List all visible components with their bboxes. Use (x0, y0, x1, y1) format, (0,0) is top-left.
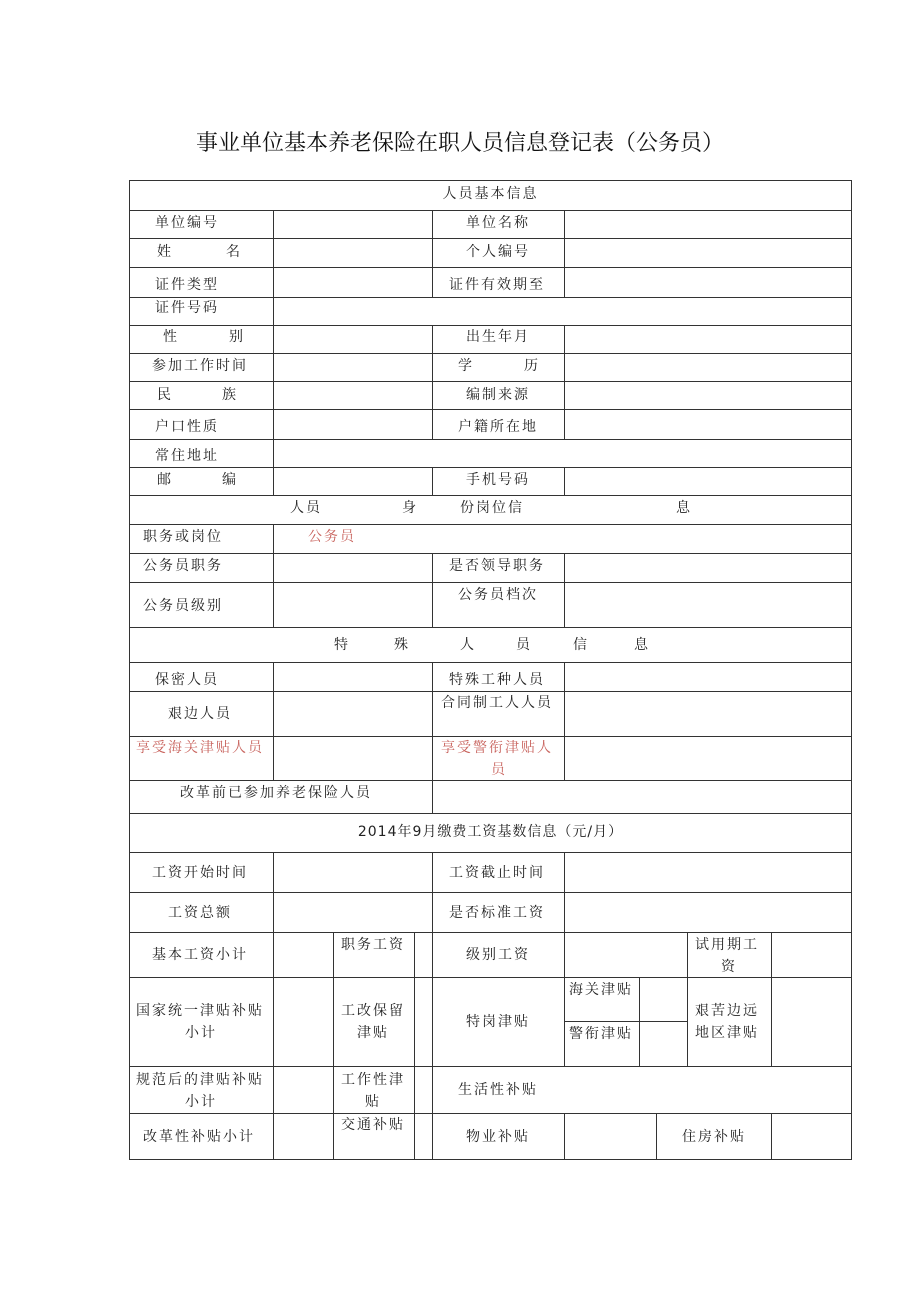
label-level-wage: 级别工资 (466, 947, 530, 963)
label-edu-a: 学 (458, 358, 474, 374)
label-cs-grade: 公务员档次 (458, 587, 538, 603)
label-postcode-b: 编 (222, 472, 238, 488)
label-property: 物业补贴 (466, 1129, 530, 1145)
label-leader: 是否领导职务 (449, 558, 545, 574)
label-work-time: 参加工作时间 (152, 358, 248, 374)
section-identity-header-1: 人员 (290, 500, 322, 516)
section-wage-header: 2014年9月缴费工资基数信息（元/月） (357, 824, 624, 840)
label-mobile: 手机号码 (466, 472, 530, 488)
label-police-allow: 警衔津贴 (569, 1026, 633, 1042)
label-police-a: 享受警衔津贴人 (441, 740, 553, 756)
label-trial-b: 资 (721, 959, 737, 975)
label-work-allow-a: 工作性津 (341, 1072, 405, 1088)
label-wage-end: 工资截止时间 (449, 865, 545, 881)
label-secret: 保密人员 (155, 672, 219, 688)
label-trial-a: 试用期工 (695, 937, 759, 953)
value-position: 公务员 (308, 529, 356, 545)
section-identity-header-3: 份岗位信 (460, 500, 524, 516)
label-living: 生活性补贴 (458, 1082, 538, 1098)
label-wage-standard: 是否标准工资 (449, 905, 545, 921)
label-national-a: 国家统一津贴补贴 (136, 1003, 264, 1019)
label-id-type: 证件类型 (155, 277, 219, 293)
label-pre-reform: 改革前已参加养老保险人员 (180, 785, 372, 801)
label-ethnic-b: 族 (222, 387, 238, 403)
label-personal-no: 个人编号 (466, 244, 530, 260)
label-regulated-a: 规范后的津贴补贴 (136, 1072, 264, 1088)
label-police-b: 员 (491, 762, 507, 778)
label-regulated-b: 小计 (185, 1094, 217, 1110)
label-hukou-type: 户口性质 (155, 419, 219, 435)
label-reform-keep-a: 工改保留 (341, 1003, 405, 1019)
label-remote-b: 地区津贴 (695, 1025, 759, 1041)
section-special-header-5: 信 (573, 637, 589, 653)
section-basic-header: 人员基本信息 (442, 186, 539, 202)
label-edu-b: 历 (524, 358, 540, 374)
label-reform-sub: 改革性补贴小计 (143, 1129, 255, 1145)
label-national-b: 小计 (185, 1025, 217, 1041)
label-sex-a: 性 (163, 329, 179, 345)
label-housing: 住房补贴 (682, 1129, 746, 1145)
label-address: 常住地址 (155, 448, 219, 464)
label-hardship: 艰边人员 (168, 706, 232, 722)
section-identity-header-4: 息 (676, 500, 692, 516)
label-staffing: 编制来源 (466, 387, 530, 403)
label-cs-post: 公务员职务 (143, 558, 223, 574)
section-special-header-6: 息 (634, 637, 650, 653)
label-duty-wage: 职务工资 (341, 937, 405, 953)
label-id-no: 证件号码 (155, 300, 219, 316)
label-remote-a: 艰苦边远 (695, 1003, 759, 1019)
label-position: 职务或岗位 (143, 529, 223, 545)
label-wage-total: 工资总额 (168, 905, 232, 921)
section-special-header-3: 人 (460, 637, 476, 653)
label-wage-start: 工资开始时间 (152, 865, 248, 881)
label-hukou-place: 户籍所在地 (458, 419, 538, 435)
label-id-valid: 证件有效期至 (449, 277, 545, 293)
label-customs: 享受海关津贴人员 (136, 740, 264, 756)
section-special-header-2: 殊 (394, 637, 410, 653)
label-contract: 合同制工人人员 (441, 695, 553, 711)
section-special-header-1: 特 (334, 637, 350, 653)
label-special-post: 特岗津贴 (466, 1014, 530, 1030)
label-special-work: 特殊工种人员 (449, 672, 545, 688)
label-customs-allow: 海关津贴 (569, 982, 633, 998)
label-birth: 出生年月 (466, 329, 530, 345)
label-sex-b: 别 (229, 329, 245, 345)
label-cs-level: 公务员级别 (143, 598, 223, 614)
label-basic-sub: 基本工资小计 (152, 947, 248, 963)
form-title: 事业单位基本养老保险在职人员信息登记表（公务员） (195, 131, 724, 156)
label-unit-no: 单位编号 (155, 215, 219, 231)
label-name-a: 姓 (157, 244, 173, 260)
section-identity-header-2: 身 (402, 500, 418, 516)
label-work-allow-b: 贴 (365, 1094, 381, 1110)
label-postcode-a: 邮 (157, 472, 173, 488)
label-name-b: 名 (226, 244, 242, 260)
section-special-header-4: 员 (516, 637, 532, 653)
label-transport: 交通补贴 (341, 1117, 405, 1133)
label-unit-name: 单位名称 (466, 215, 530, 231)
label-ethnic-a: 民 (157, 387, 173, 403)
label-reform-keep-b: 津贴 (357, 1025, 389, 1041)
